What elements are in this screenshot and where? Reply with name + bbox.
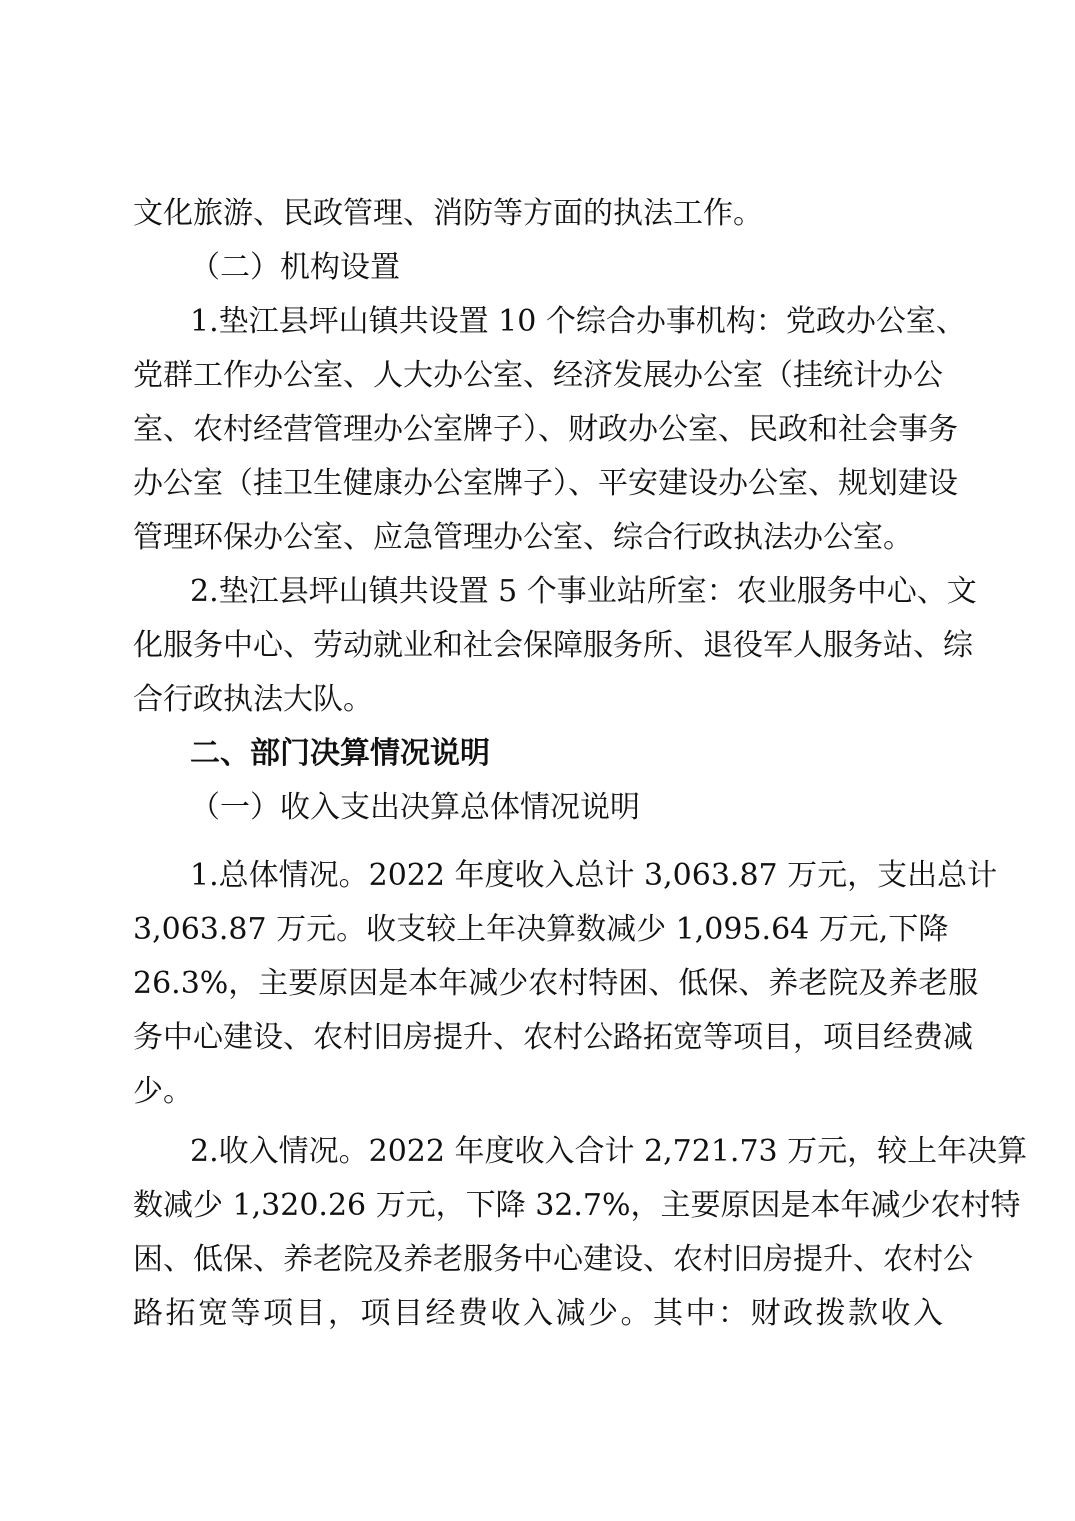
paragraph-line: 2.垫江县坪山镇共设置 5 个事业站所室：农业服务中心、文 xyxy=(190,574,977,609)
paragraph-line: 合行政执法大队。 xyxy=(133,682,373,717)
paragraph-line: 化服务中心、劳动就业和社会保障服务所、退役军人服务站、综 xyxy=(133,628,973,663)
paragraph-line: 1.垫江县坪山镇共设置 10 个综合办事机构：党政办公室、 xyxy=(190,304,966,339)
paragraph-line: 务中心建设、农村旧房提升、农村公路拓宽等项目，项目经费减 xyxy=(133,1020,973,1055)
paragraph-line: 1.总体情况。2022 年度收入总计 3,063.87 万元，支出总计 xyxy=(190,858,998,893)
paragraph-line: 文化旅游、民政管理、消防等方面的执法工作。 xyxy=(133,196,763,231)
paragraph-line: 2.收入情况。2022 年度收入合计 2,721.73 万元，较上年决算 xyxy=(190,1134,1028,1169)
paragraph-line: 少。 xyxy=(133,1074,193,1109)
paragraph-line: 管理环保办公室、应急管理办公室、综合行政执法办公室。 xyxy=(133,520,913,555)
section-subheading: （二）机构设置 xyxy=(190,250,400,285)
paragraph-line: 26.3%，主要原因是本年减少农村特困、低保、养老院及养老服 xyxy=(133,966,979,1001)
paragraph-line: 室、农村经营管理办公室牌子）、财政办公室、民政和社会事务 xyxy=(133,412,958,447)
section-subheading: （一）收入支出决算总体情况说明 xyxy=(190,790,640,825)
paragraph-line: 困、低保、养老院及养老服务中心建设、农村旧房提升、农村公 xyxy=(133,1242,973,1277)
paragraph-line: 办公室（挂卫生健康办公室牌子）、平安建设办公室、规划建设 xyxy=(133,466,958,501)
paragraph-line: 党群工作办公室、人大办公室、经济发展办公室（挂统计办公 xyxy=(133,358,943,393)
section-heading: 二、部门决算情况说明 xyxy=(190,736,490,771)
paragraph-line: 路拓宽等项目，项目经费收入减少。其中：财政拨款收入 xyxy=(133,1296,943,1331)
paragraph-line: 数减少 1,320.26 万元，下降 32.7%，主要原因是本年减少农村特 xyxy=(133,1188,1021,1223)
paragraph-line: 3,063.87 万元。收支较上年决算数减少 1,095.64 万元,下降 xyxy=(133,912,949,947)
